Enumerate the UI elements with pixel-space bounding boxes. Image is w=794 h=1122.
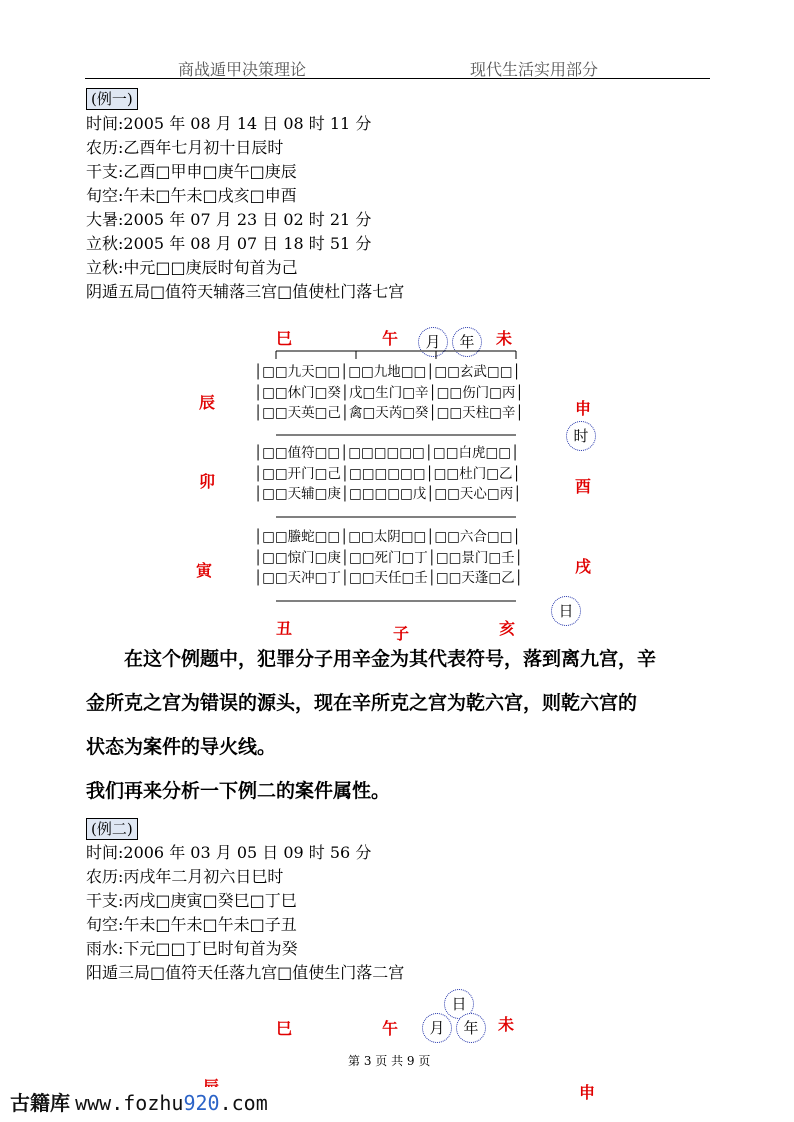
- branch-you: 酉: [575, 477, 592, 496]
- info-line: 雨水:下元□□丁巳时旬首为癸: [86, 939, 298, 958]
- branch-yin: 寅: [196, 561, 213, 580]
- paragraph-line: 我们再来分析一下例二的案件属性。: [86, 780, 391, 802]
- branch-chou: 丑: [276, 619, 293, 638]
- info-line: 干支:乙酉□甲申□庚午□庚辰: [86, 162, 297, 181]
- paragraph-line: 状态为案件的导火线。: [86, 736, 277, 758]
- info-line: 农历:乙酉年七月初十日辰时: [86, 138, 284, 157]
- info-line: 大暑:2005 年 07 月 23 日 02 时 21 分: [86, 210, 372, 229]
- ex2-branch-shen: 申: [579, 1083, 596, 1102]
- hour-circle: 时: [566, 421, 596, 451]
- branch-hai: 亥: [499, 619, 516, 638]
- paragraph-line: 金所克之宫为错误的源头，现在辛所克之宫为乾六宫，则乾六宫的: [86, 692, 638, 714]
- ex2-branch-wu: 午: [382, 1019, 399, 1038]
- branch-zi: 子: [393, 624, 410, 643]
- grid-row-1: [254, 362, 524, 424]
- grid-line: │□□值符□□│□□□□□□│□□白虎□□│: [254, 445, 520, 461]
- info-line: 旬空:午未□午未□午未□子丑: [86, 915, 297, 934]
- year-circle: 年: [452, 327, 482, 357]
- ex2-month-circle: 月: [422, 1013, 452, 1043]
- paragraph-line: 在这个例题中，犯罪分子用辛金为其代表符号，落到离九宫，辛: [86, 648, 657, 670]
- ex2-year-circle: 年: [456, 1013, 486, 1043]
- grid-row-2: [254, 443, 521, 505]
- info-line: 阳遁三局□值符天任落九宫□值使生门落二宫: [86, 963, 405, 982]
- watermark: [8, 1087, 270, 1116]
- ex2-branch-wei: 未: [498, 1015, 515, 1034]
- example1-info: [86, 113, 404, 303]
- branch-wu: 午: [382, 329, 399, 348]
- branch-shen: 申: [575, 399, 592, 418]
- watermark-name: 古籍库: [10, 1091, 70, 1115]
- info-line: 阴遁五局□值符天辅落三宫□值使杜门落七宫: [86, 282, 405, 301]
- watermark-url-suffix: .com: [219, 1091, 268, 1115]
- watermark-url-prefix: www.fozhu: [75, 1091, 184, 1115]
- grid-line: │□□螣蛇□□│□□太阴□□│□□六合□□│: [254, 529, 521, 545]
- example2-info: [86, 842, 404, 984]
- month-circle: 月: [418, 327, 448, 357]
- grid-line: │□□九天□□│□□九地□□│□□玄武□□│: [254, 364, 521, 380]
- example1-label: (例一): [86, 88, 138, 110]
- info-line: 时间:2005 年 08 月 14 日 08 时 11 分: [86, 114, 372, 133]
- day-circle: 日: [551, 596, 581, 626]
- grid-line: │□□天英□己│禽□天芮□癸│□□天柱□辛│: [254, 405, 524, 421]
- grid-line: │□□休门□癸│戊□生门□辛│□□伤门□丙│: [254, 384, 524, 401]
- info-line: 农历:丙戌年二月初六日巳时: [86, 867, 284, 886]
- header-right-title: 现代生活实用部分: [470, 60, 599, 79]
- branch-chen: 辰: [199, 393, 216, 412]
- ex2-day-circle: 日: [444, 989, 474, 1019]
- branch-xu: 戌: [575, 557, 592, 576]
- grid-line: │□□惊门□庚│□□死门□丁│□□景门□壬│: [254, 549, 523, 566]
- info-line: 立秋:2005 年 08 月 07 日 18 时 51 分: [86, 234, 372, 253]
- branch-mao: 卯: [199, 472, 216, 491]
- branch-si: 巳: [276, 329, 293, 348]
- branch-wei: 未: [496, 329, 513, 348]
- ex2-branch-si: 巳: [276, 1019, 293, 1038]
- header-left-title: 商战遁甲决策理论: [178, 60, 307, 79]
- page-number: 第 3 页 共 9 页: [348, 1054, 431, 1068]
- grid-line: │□□开门□己│□□□□□□│□□杜门□乙│: [254, 465, 521, 482]
- analysis-paragraph: [86, 646, 656, 804]
- grid-row-3: [254, 527, 523, 589]
- watermark-url-number: 920: [183, 1091, 220, 1115]
- info-line: 立秋:中元□□庚辰时旬首为己: [86, 258, 298, 277]
- grid-line: │□□天辅□庚│□□□□□戊│□□天心□丙│: [254, 486, 522, 502]
- info-line: 干支:丙戌□庚寅□癸巳□丁巳: [86, 891, 297, 910]
- info-line: 时间:2006 年 03 月 05 日 09 时 56 分: [86, 843, 372, 862]
- header-rule: [85, 78, 710, 79]
- example2-label: (例二): [86, 818, 138, 840]
- info-line: 旬空:午未□午未□戌亥□申酉: [86, 186, 297, 205]
- grid-line: │□□天冲□丁│□□天任□壬│□□天蓬□乙│: [254, 570, 523, 586]
